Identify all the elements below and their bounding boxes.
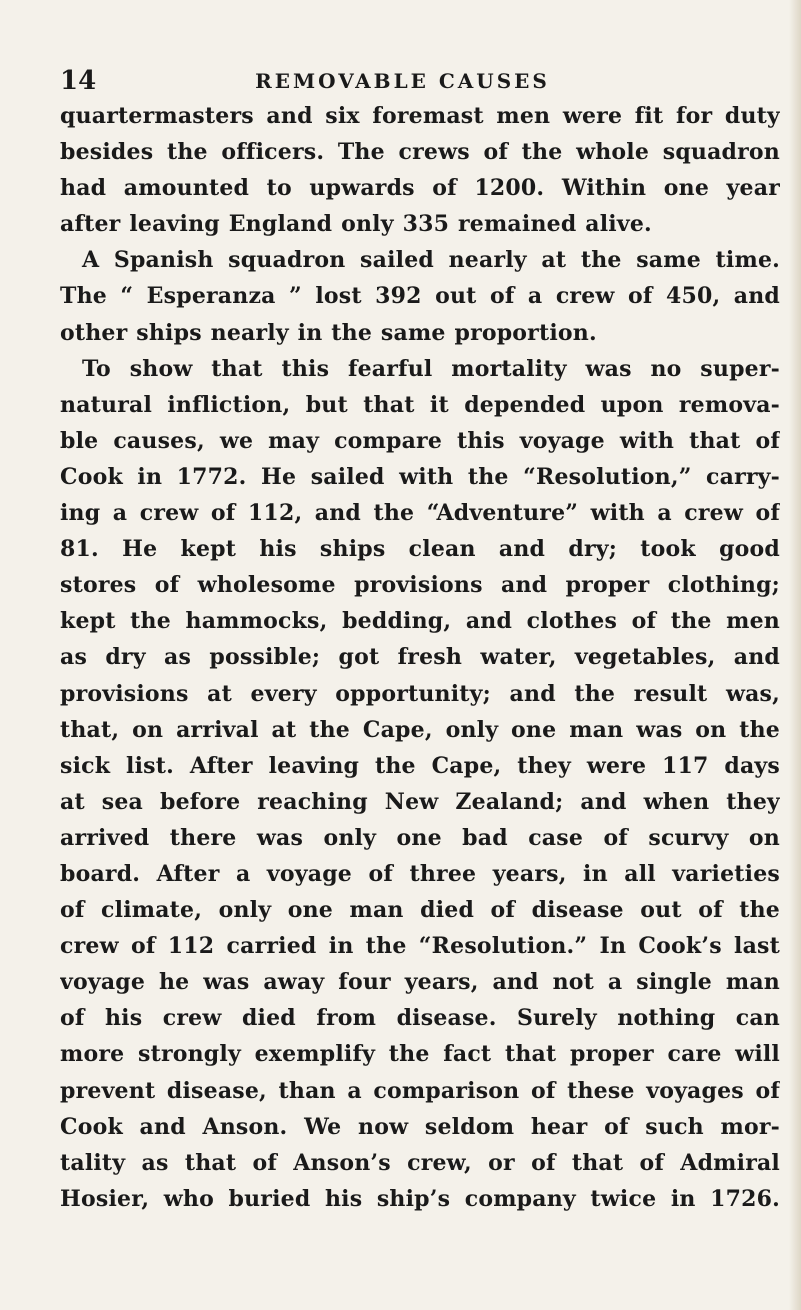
text-line: stores of wholesome provisions and proper clothing; [60, 572, 780, 599]
page-edge-shadow [789, 0, 801, 1310]
text-line: quartermasters and six foremast men were fit for duty [60, 103, 780, 129]
text-line: other ships nearly in the same proportion. [60, 319, 597, 346]
text-line: that, on arrival at the Cape, only one man was on the [60, 716, 780, 743]
text-line: Cook in 1772. He sailed with the “Resolution,” carry- [60, 463, 780, 490]
text-line: A Spanish squadron sailed nearly at the same time. [82, 247, 780, 274]
text-line: as dry as possible; got fresh water, vegetables, and [60, 644, 780, 671]
text-line: 81. He kept his ships clean and dry; took good [60, 536, 780, 563]
text-line: natural infliction, but that it depended upon remova- [60, 391, 780, 418]
text-line: after leaving England only 335 remained alive. [60, 211, 652, 238]
text-line: arrived there was only one bad case of scurvy on [60, 824, 780, 851]
body-text [60, 98, 780, 1217]
text-line: provisions at every opportunity; and the result was, [60, 680, 780, 707]
page-number: 14 [60, 66, 97, 96]
text-line: of his crew died from disease. Surely nothing can [60, 1005, 780, 1032]
text-line: crew of 112 carried in the “Resolution.” In Cook’s last [60, 933, 780, 960]
running-head [60, 66, 745, 96]
text-line: voyage he was away four years, and not a single man [60, 969, 780, 996]
text-line: of climate, only one man died of disease out of the [60, 897, 780, 924]
text-line: board. After a voyage of three years, in all varieties [60, 860, 780, 887]
text-line: To show that this fearful mortality was no super- [82, 355, 780, 382]
text-line: kept the hammocks, bedding, and clothes of the men [60, 608, 780, 635]
text-line: The “ Esperanza ” lost 392 out of a crew of 450, and [60, 283, 780, 310]
text-line: prevent disease, than a comparison of these voyages of [60, 1077, 780, 1104]
text-line: Hosier, who buried his ship’s company twice in 1726. [60, 1185, 780, 1212]
text-line: ing a crew of 112, and the “Adventure” with a crew of [60, 500, 780, 527]
text-line: ble causes, we may compare this voyage with that of [60, 427, 780, 454]
text-line: sick list. After leaving the Cape, they were 117 days [60, 752, 780, 779]
text-line: had amounted to upwards of 1200. Within one year [60, 175, 780, 202]
text-line: Cook and Anson. We now seldom hear of such mor- [60, 1113, 780, 1140]
text-line: more strongly exemplify the fact that proper care will [60, 1041, 780, 1068]
text-line: besides the officers. The crews of the whole squadron [60, 139, 780, 166]
text-line: at sea before reaching New Zealand; and when they [60, 788, 780, 815]
text-line: tality as that of Anson’s crew, or of that of Admiral [60, 1149, 780, 1176]
running-title: REMOVABLE CAUSES [255, 69, 550, 93]
